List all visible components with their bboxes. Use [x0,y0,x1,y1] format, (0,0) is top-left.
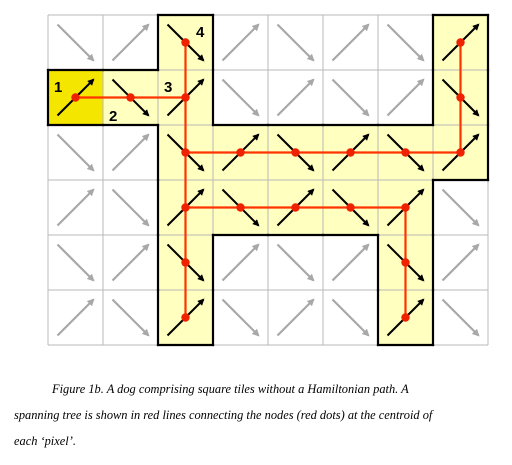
tree-node-dot [126,93,134,101]
caption-line-3: each ‘pixel’. [14,434,76,448]
tree-node-dot [401,148,409,156]
tree-node-dot [181,313,189,321]
tree-node-dot [456,93,464,101]
tree-node-dot [236,203,244,211]
tree-node-dot [346,148,354,156]
node-number-label: 1 [54,79,63,96]
tree-node-dot [456,148,464,156]
tree-node-dot [401,313,409,321]
tree-node-dot [346,203,354,211]
node-number-label: 2 [109,108,118,125]
figure-caption [14,376,504,454]
caption-line-1: Figure 1b. A dog comprising square tiles without a Hamiltonian path. A [52,382,409,396]
tree-node-dot [181,203,189,211]
tree-node-dot [291,148,299,156]
tree-node-dot [236,148,244,156]
tree-node-dot [181,93,189,101]
tree-node-dot [401,258,409,266]
node-number-label: 3 [164,79,173,96]
tree-node-dot [181,148,189,156]
tree-node-dot [456,38,464,46]
caption-line-2: spanning tree is shown in red lines connecting the nodes (red dots) at the centroid of [14,408,433,422]
tree-node-dot [181,258,189,266]
tree-node-dot [401,203,409,211]
tree-node-dot [291,203,299,211]
tree-node-dot [181,38,189,46]
tree-node-dot [71,93,79,101]
node-number-label: 4 [196,24,205,41]
